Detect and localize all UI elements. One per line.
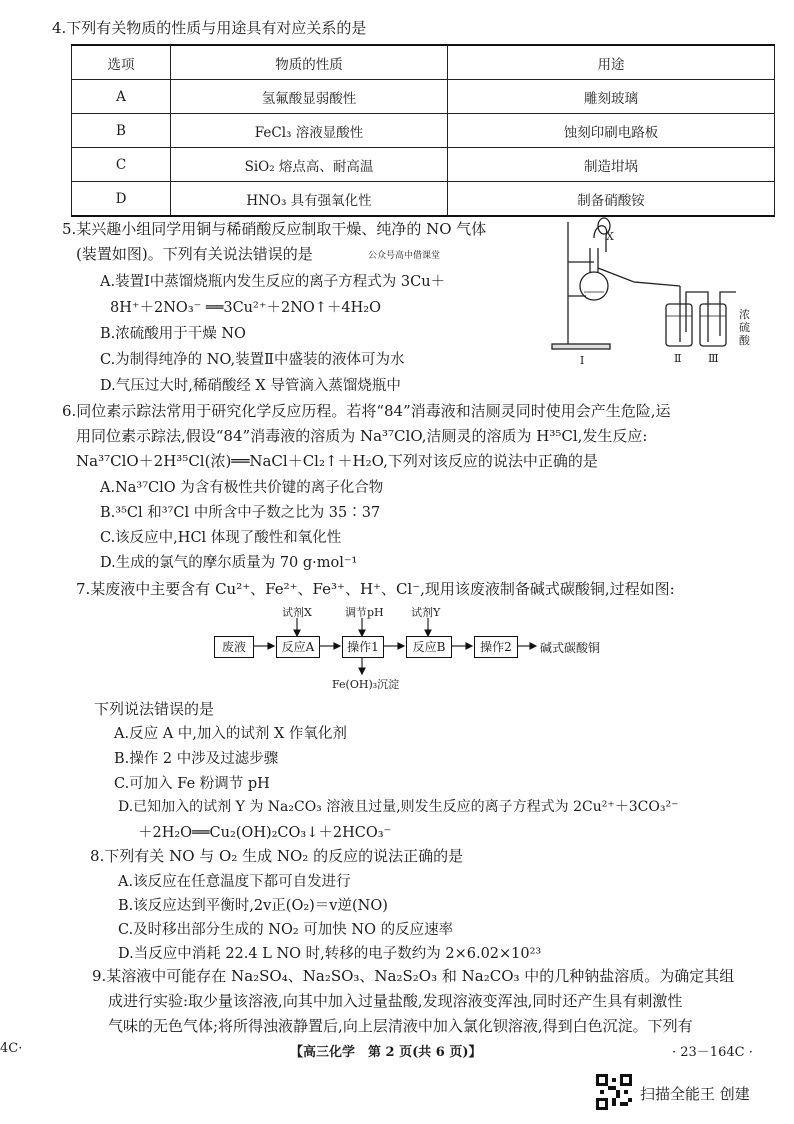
q9-line1: 9.某溶液中可能存在 Na₂SO₄、Na₂SO₃、Na₂S₂O₃ 和 Na₂CO₃ 中的几种钠盐溶质。为确定其组 [92,967,735,985]
label-one: Ⅰ [580,354,585,367]
q8-option-c: C.及时移出部分生成的 NO₂ 可加快 NO 的反应速率 [118,922,454,938]
flow-box-reaction-a: 反应A [276,636,320,658]
q5-option-a-line2: 8H⁺＋2NO₃⁻ ══3Cu²⁺＋2NO↑＋4H₂O [110,300,382,316]
x-label: X [606,230,614,243]
q5-line2: (装置如图)。下列有关说法错误的是 [76,245,313,263]
table-cell: SiO₂ 熔点高、耐高温 [171,148,448,182]
q7-option-b: B.操作 2 中涉及过滤步骤 [114,751,279,767]
table-cell: 蚀刻印刷电路板 [448,114,775,148]
flow-box-reaction-b: 反应B [406,636,452,658]
q7-intro: 下列说法错误的是 [94,700,215,718]
q9-line2: 成进行实验:取少量该溶液,向其中加入过量盐酸,发现溶液变浑浊,同时还产生具有刺激性 [108,992,683,1010]
delivery-tube [598,268,680,286]
q5-line1: 5.某兴趣小组同学用铜与稀硝酸反应制取干燥、纯净的 NO 气体 [62,220,487,238]
table-cell: HNO₃ 具有强氧化性 [171,182,448,217]
table-cell: C [72,148,171,182]
distillation-flask [580,272,608,300]
q8-option-a: A.该反应在任意温度下都可自发进行 [118,874,351,890]
table-cell: 氢氟酸显弱酸性 [171,80,448,114]
bottle-three [700,304,726,346]
q6-line2: 用同位素示踪法,假设“84”消毒液的溶质为 Na³⁷ClO,洁厕灵的溶质为 H³⁵Cl,发生反应: [76,427,648,445]
table-row [72,80,775,114]
flow-product-label: 碱式碳酸铜 [540,641,601,655]
q5-option-c: C.为制得纯净的 NO,装置Ⅱ中盛装的液体可为水 [100,352,405,368]
x-tube [594,226,607,252]
flow-reagent-x-label: 试剂X [282,606,312,619]
conc-sulfuric-acid-label: 浓硫酸 [739,308,750,347]
q5-option-b: B.浓硫酸用于干燥 NO [100,326,246,342]
flow-box-operation-2: 操作2 [474,636,518,658]
q4-table [71,44,775,217]
table-header-row [72,45,775,80]
table-header-cell: 选项 [72,45,171,80]
flow-box-operation-1: 操作1 [342,636,384,658]
q5-option-d: D.气压过大时,稀硝酸经 X 导管滴入蒸馏烧瓶中 [100,378,401,394]
table-row [72,114,775,148]
label-three: Ⅲ [708,352,719,365]
watermark-text: 公众号高中借课堂 [368,251,441,261]
flow-adjust-ph-label: 调节pH [345,606,384,619]
qr-code-icon [596,1074,632,1110]
label-two: Ⅱ [674,352,682,365]
outlet-tube [720,292,736,336]
q8-option-d: D.当反应中消耗 22.4 L NO 时,转移的电子数约为 2×6.02×10²³ [118,946,542,962]
table-header-cell: 物质的性质 [171,45,448,80]
q6-option-d: D.生成的氯气的摩尔质量为 70 g·mol⁻¹ [100,555,358,571]
scanner-credit: 扫描全能王 创建 [640,1085,750,1103]
table-header-cell: 用途 [448,45,775,80]
q7-option-d-line2: ＋2H₂O══Cu₂(OH)₂CO₃↓＋2HCO₃⁻ [138,825,392,841]
q4-stem: 4.下列有关物质的性质与用途具有对应关系的是 [52,19,367,37]
q9-line3: 气味的无色气体;将所得浊液静置后,向上层清液中加入氯化钡溶液,得到白色沉淀。下列有 [108,1017,693,1035]
q6-option-c: C.该反应中,HCl 体现了酸性和氧化性 [100,530,342,546]
footer-code: · 23－164C · [672,1045,753,1060]
footer-left: 4C· [0,1041,23,1056]
table-row [72,182,775,217]
q7-option-d-line1: D.已知加入的试剂 Y 为 Na₂CO₃ 溶液且过量,则发生反应的离子方程式为 2Cu²⁺＋3CO₃²⁻ [118,799,679,815]
q7-stem: 7.某废液中主要含有 Cu²⁺、Fe²⁺、Fe³⁺、H⁺、Cl⁻,现用该废液制备碱式碳酸铜,过程如图: [76,580,675,598]
table-row [72,148,775,182]
flow-reagent-y-label: 试剂Y [411,606,441,619]
flow-precipitate-label: Fe(OH)₃沉淀 [332,678,400,691]
flow-box-waste: 废液 [214,636,254,658]
q7-option-a: A.反应 A 中,加入的试剂 X 作氧化剂 [114,726,347,742]
footer-page-info: 【高三化学 第 2 页(共 6 页)】 [290,1045,482,1060]
table-cell: D [72,182,171,217]
q6-option-b: B.³⁵Cl 和³⁷Cl 中所含中子数之比为 35∶37 [100,505,381,521]
q6-option-a: A.Na³⁷ClO 为含有极性共价键的离子化合物 [100,480,384,496]
table-cell: A [72,80,171,114]
table-cell: 雕刻玻璃 [448,80,775,114]
stand-base [552,344,610,349]
q5-option-a-line1: A.装置Ⅰ中蒸馏烧瓶内发生反应的离子方程式为 3Cu＋ [100,274,446,290]
q6-line1: 6.同位素示踪法常用于研究化学反应历程。若将“84”消毒液和洁厕灵同时使用会产生危险,运 [62,402,671,420]
table-cell: 制备硝酸铵 [448,182,775,217]
q8-option-b: B.该反应达到平衡时,2v正(O₂)＝v逆(NO) [118,898,388,914]
table-cell: B [72,114,171,148]
bottle-two [666,304,692,346]
q6-line3: Na³⁷ClO＋2H³⁵Cl(浓)══NaCl＋Cl₂↑＋H₂O,下列对该反应的说法中正确的是 [76,452,598,470]
q7-option-c: C.可加入 Fe 粉调节 pH [114,776,270,792]
table-cell: 制造坩埚 [448,148,775,182]
q8-stem: 8.下列有关 NO 与 O₂ 生成 NO₂ 的反应的说法正确的是 [90,847,464,865]
table-cell: FeCl₃ 溶液显酸性 [171,114,448,148]
